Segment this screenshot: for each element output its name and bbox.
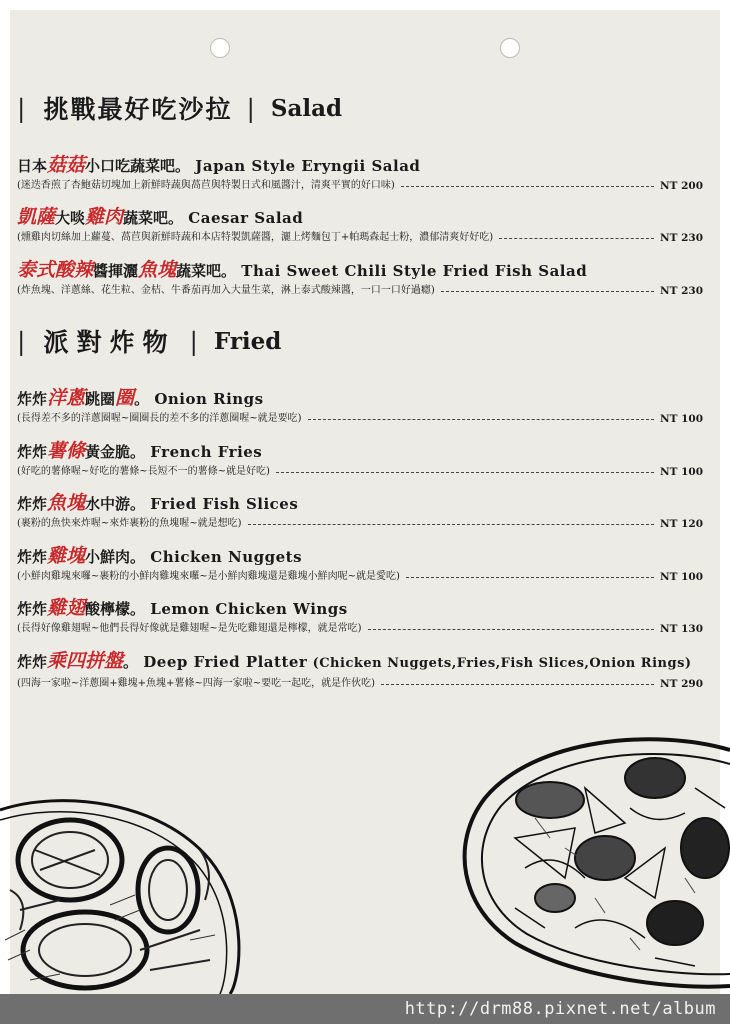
item-price: NT 200 — [660, 180, 703, 192]
leader-dots — [368, 629, 654, 630]
title-divider: | — [189, 326, 200, 356]
item-description-row — [17, 621, 703, 637]
item-description: (長得好像雞翅喔~他們長得好像就是雞翅喔~是先吃雞翅還是檸檬，就是常吃) — [17, 623, 362, 634]
item-name-en: Fried Fish Slices — [150, 495, 299, 513]
salad-bowl-sketch-icon — [455, 728, 730, 994]
item-title: 炸炸薯條黃金脆。 French Fries — [17, 440, 263, 462]
item-price: NT 100 — [660, 466, 703, 478]
watermark-url: http://drm88.pixnet.net/album — [404, 999, 716, 1019]
watermark-bar — [0, 994, 730, 1024]
leader-dots — [401, 186, 654, 187]
item-name-en: French Fries — [150, 443, 263, 461]
item-description: (裹粉的魚快來炸喔~來炸裹粉的魚塊喔~就是想吃) — [17, 518, 242, 529]
item-description: (小鮮肉雞塊來囉~裹粉的小鮮肉雞塊來囉~是小鮮肉雞塊還是雞塊小鮮肉呢~就是愛吃) — [17, 571, 400, 582]
item-name-en: Caesar Salad — [188, 209, 304, 227]
binder-hole-right — [500, 38, 520, 58]
menu-item-thai-fish-salad — [17, 259, 703, 299]
title-divider: | — [17, 326, 28, 356]
item-description-row — [17, 283, 703, 299]
leader-dots — [308, 419, 654, 420]
item-description: (炸魚塊、洋蔥絲、花生粒、金桔、牛番茄再加入大量生菜，淋上泰式酸辣醬，一口一口好過癮) — [17, 285, 435, 296]
item-price: NT 100 — [660, 571, 703, 583]
item-title: 泰式酸辣醬揮灑魚塊蔬菜吧。 Thai Sweet Chili Style Fried Fish Salad — [17, 259, 588, 281]
section-title-zh: 派對炸物 — [43, 328, 176, 357]
menu-item-lemon-chicken-wings — [17, 597, 703, 637]
item-title: 炸炸魚塊水中游。 Fried Fish Slices — [17, 492, 299, 514]
title-divider: | — [246, 93, 257, 123]
item-description: (四海一家啦~洋蔥圈+雞塊+魚塊+薯條~四海一家啦~要吃一起吃，就是作伙吃) — [17, 678, 376, 689]
item-price: NT 230 — [660, 232, 703, 244]
menu-item-fried-fish-slices — [17, 492, 703, 532]
item-price: NT 290 — [660, 678, 703, 690]
item-description-row — [17, 411, 703, 427]
item-name-en: Chicken Nuggets — [150, 548, 303, 566]
item-title: 凱薩大啖雞肉蔬菜吧。 Caesar Salad — [17, 206, 304, 228]
item-name-en: Deep Fried Platter — [143, 653, 308, 671]
leader-dots — [276, 472, 654, 473]
section-title-zh: 挑戰最好吃沙拉 — [43, 95, 233, 124]
leader-dots — [248, 524, 654, 525]
item-name-en: Lemon Chicken Wings — [150, 600, 348, 618]
title-divider: | — [17, 93, 28, 123]
item-description-row — [17, 178, 703, 194]
leader-dots — [441, 291, 654, 292]
item-name-en-detail: (Chicken Nuggets,Fries,Fish Slices,Onion Rings) — [312, 656, 692, 671]
item-price: NT 120 — [660, 518, 703, 530]
leader-dots — [406, 577, 654, 578]
menu-item-chicken-nuggets — [17, 545, 703, 585]
leader-dots — [499, 238, 654, 239]
item-description: (長得差不多的洋蔥圈喔~圈圈長的差不多的洋蔥圈喔~就是要吃) — [17, 413, 302, 424]
item-price: NT 100 — [660, 413, 703, 425]
item-description: (迷迭香煎了杏鮑菇切塊加上新鮮時蔬與萵苣與特製日式和風醬汁，清爽平實的好口味) — [17, 180, 395, 191]
binder-hole-left — [210, 38, 230, 58]
menu-item-deep-fried-platter — [17, 650, 703, 692]
item-title: 日本菇菇小口吃蔬菜吧。 Japan Style Eryngii Salad — [17, 154, 421, 176]
item-title: 炸炸雞塊小鮮肉。 Chicken Nuggets — [17, 545, 303, 567]
item-title: 炸炸乘四拼盤。 Deep Fried Platter (Chicken Nuggets,Fries,Fish Slices,Onion Rings) — [17, 650, 692, 672]
section-title-en: Salad — [270, 94, 343, 122]
item-name-en: Onion Rings — [154, 390, 264, 408]
item-title: 炸炸洋蔥跳圈圈。 Onion Rings — [17, 387, 264, 409]
item-description-row — [17, 516, 703, 532]
item-price: NT 130 — [660, 623, 703, 635]
section-title-fried — [17, 321, 281, 361]
menu-item-caesar-salad — [17, 206, 703, 246]
section-title-salad — [17, 88, 342, 128]
menu-item-onion-rings — [17, 387, 703, 427]
item-title: 炸炸雞翅酸檸檬。 Lemon Chicken Wings — [17, 597, 348, 619]
item-name-en: Thai Sweet Chili Style Fried Fish Salad — [241, 262, 588, 280]
item-description: (好吃的薯條喔~好吃的薯條~長短不一的薯條~就是好吃) — [17, 466, 270, 477]
menu-item-japan-eryngii-salad — [17, 154, 703, 194]
item-description-row — [17, 676, 703, 692]
leader-dots — [381, 684, 654, 685]
item-name-en: Japan Style Eryngii Salad — [195, 157, 421, 175]
item-description-row — [17, 464, 703, 480]
onion-rings-sketch-icon — [0, 790, 250, 994]
section-title-en: Fried — [213, 327, 282, 355]
item-description: (燻雞肉切絲加上蘿蔓、萵苣與新鮮時蔬和本店特製凱薩醬，灑上烤麵包丁+帕瑪森起士粉，濃郁清爽好好吃) — [17, 232, 494, 243]
item-price: NT 230 — [660, 285, 703, 297]
item-description-row — [17, 230, 703, 246]
item-description-row — [17, 569, 703, 585]
menu-item-french-fries — [17, 440, 703, 480]
